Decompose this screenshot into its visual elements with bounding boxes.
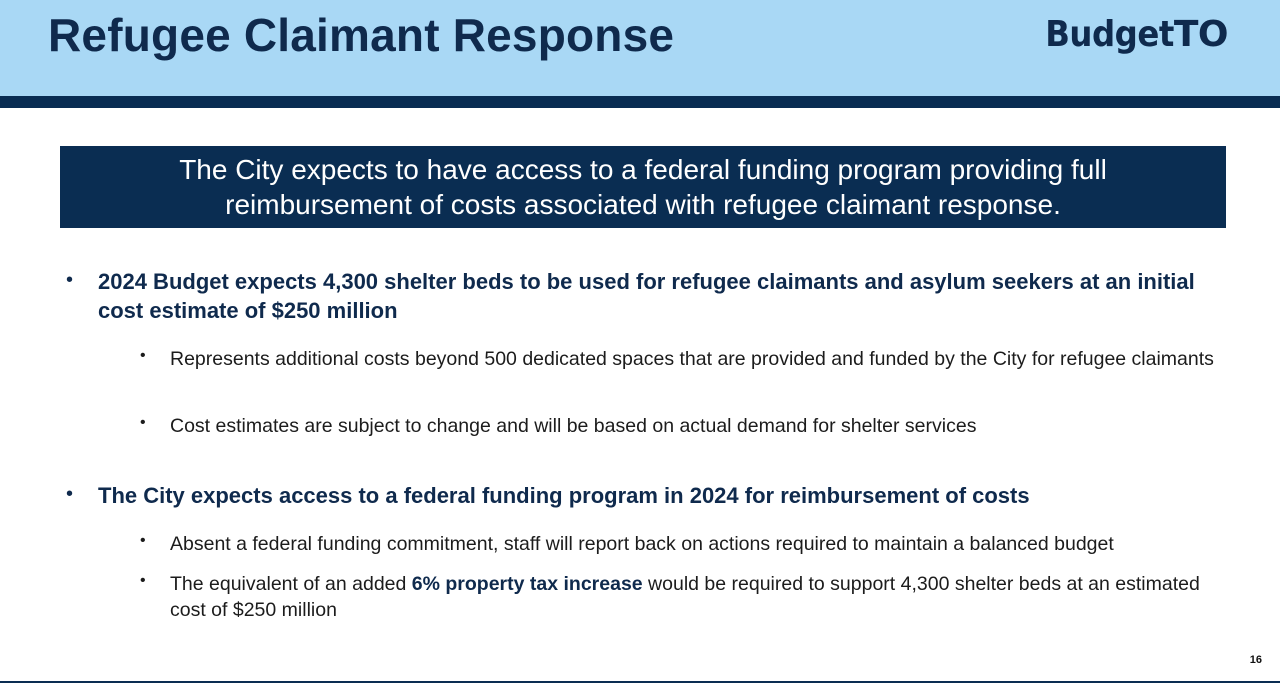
sub-bullet-marker: • (140, 347, 146, 364)
sub-bullet-text-before: The equivalent of an added (170, 573, 412, 595)
page-number: 16 (1249, 654, 1262, 666)
bullet-marker: • (66, 483, 74, 505)
header-divider-bar (0, 96, 1280, 108)
callout-line-1: The City expects to have access to a federal funding program providing full (179, 154, 1107, 185)
sub-bullet-text-bold: 6% property tax increase (411, 573, 643, 595)
sub-bullet-1-2: Cost estimates are subject to change and will be based on actual demand for shelter services (170, 415, 977, 437)
bullet-item-1: 2024 Budget expects 4,300 shelter beds to be used for refugee claimants and asylum seekers at an initial cost estimate of $250 million (98, 269, 1195, 323)
budgetto-logo (1045, 14, 1228, 55)
slide-title: Refugee Claimant Response (48, 9, 675, 61)
callout-line-2: reimbursement of costs associated with refugee claimant response. (225, 189, 1061, 220)
sub-bullet-marker: • (140, 572, 146, 589)
sub-bullet-2-2 (170, 571, 1220, 623)
logo-text-to: TO (1173, 14, 1228, 55)
bullet-marker: • (66, 269, 74, 291)
logo-text-budget: Budget (1045, 14, 1174, 55)
sub-bullet-2-1: Absent a federal funding commitment, staff will report back on actions required to maintain a balanced budget (170, 533, 1114, 555)
sub-bullet-text-after: would be required to support 4,300 shelter beds at an estimated cost of $250 million (170, 573, 1200, 621)
slide-header (0, 0, 1280, 96)
bullet-item-2: The City expects access to a federal funding program in 2024 for reimbursement of costs (98, 483, 1030, 508)
sub-bullet-1-1: Represents additional costs beyond 500 dedicated spaces that are provided and funded by the City for refugee claimants (170, 348, 1214, 370)
key-message-callout (60, 146, 1226, 228)
sub-bullet-marker: • (140, 532, 146, 549)
sub-bullet-marker: • (140, 414, 146, 431)
